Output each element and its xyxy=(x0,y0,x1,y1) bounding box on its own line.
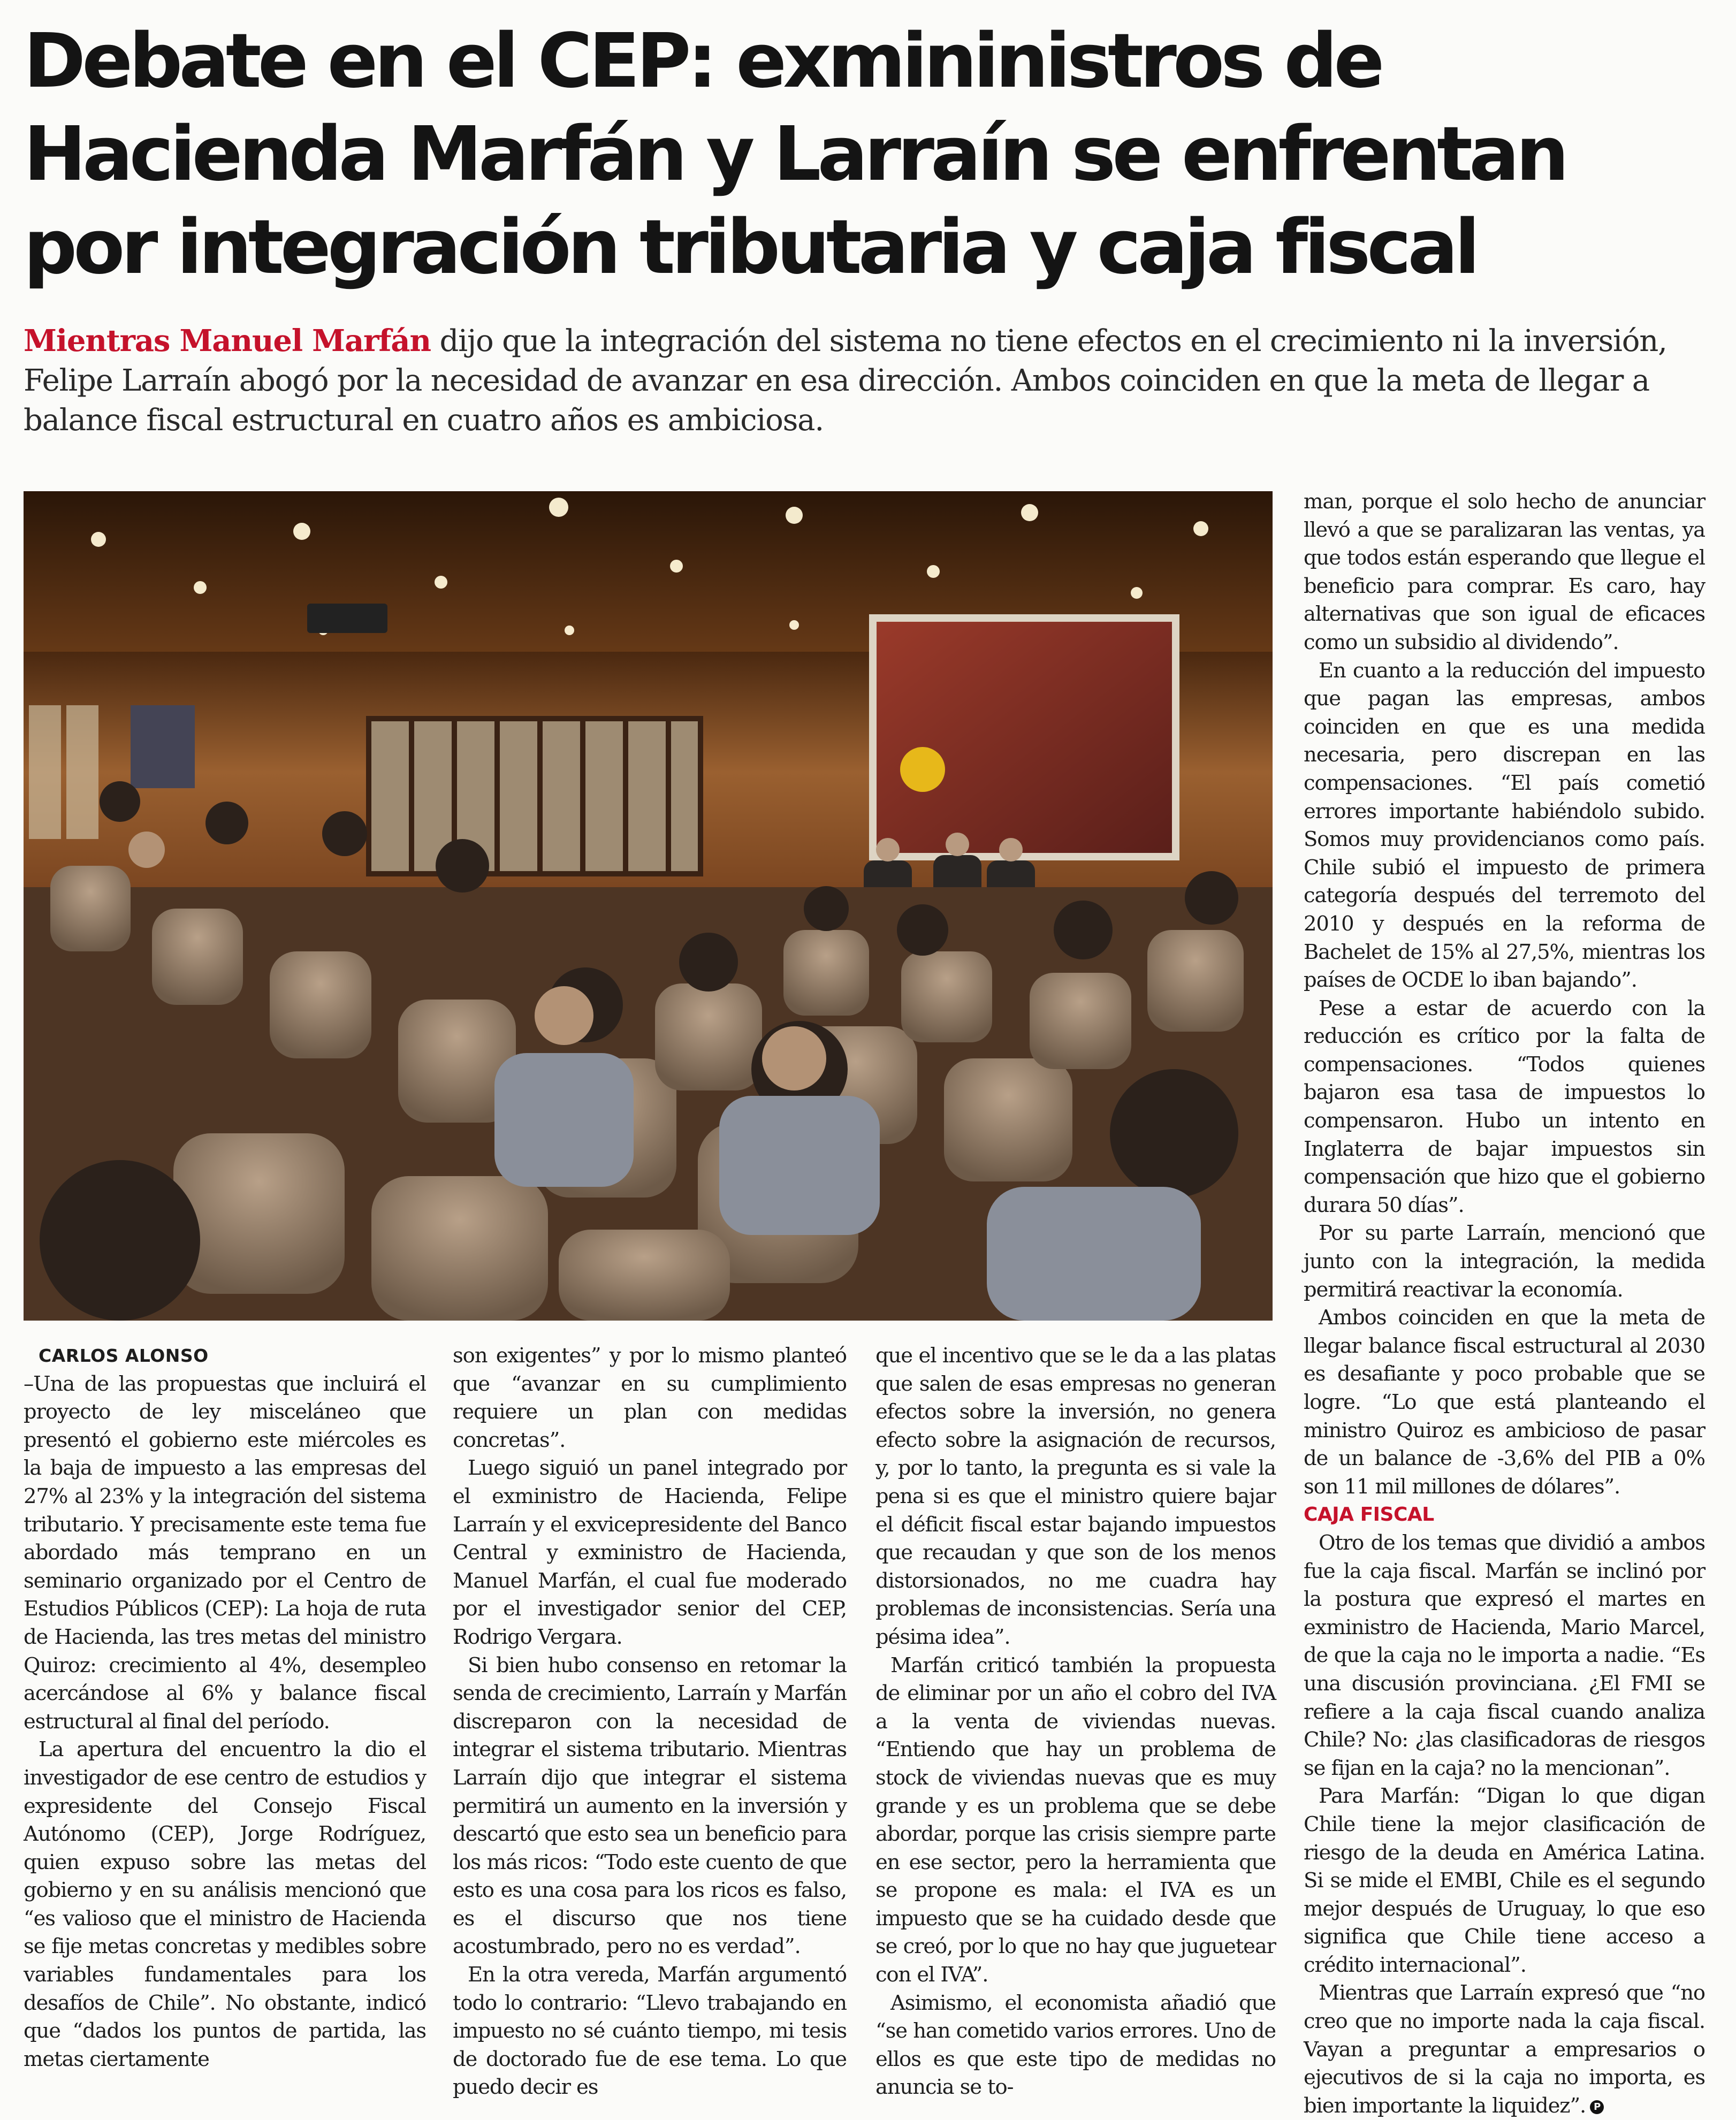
paragraph: Marfán criticó también la propuesta de eliminar por un año el cobro del IVA a la venta de viviendas nuevas. “Entiendo que hay un problema de stock de viviendas nuevas que es muy grande y es un problema que se debe abordar, porque las crisis siempre parte en ese sector, pero la herramienta que se propone es mala: el IVA es un impuesto que se ha cuidado desde que se creó, por lo que no hay que juguetear con el IVA”. xyxy=(875,1653,1276,1987)
paragraph: En cuanto a la reducción del impuesto que pagan las empresas, ambos coinciden en que es una medida necesaria, pero discrepan en las compensaciones. “El país cometió errores importante habiéndolo subido. Somos muy providencianos como país. Chile subió el impuesto de primera categoría después del terremoto del 2010 y después en la reforma de Bachelet de 15% al 27,5%, mientras los países de OCDE lo iban bajando”. xyxy=(1304,658,1705,993)
paragraph xyxy=(1304,1979,1705,2120)
paragraph: Si bien hubo consenso en retomar la senda de crecimiento, Larraín y Marfán discreparon con la necesidad de integrar el sistema tributario. Mientras Larraín dijo que integrar el sistema permitirá un aumento en la inversión y descartó que esto sea un beneficio para los más ricos: “Todo este cuento de que esto es una cosa para los ricos es falso, es el discurso que nos tiene acostumbrado, pero no es verdad”. xyxy=(453,1653,847,1959)
paragraph-text: Mientras que Larraín expresó que “no creo que no importe nada la caja fiscal. Vayan a preguntar a empresarios o ejecutivos de si la caja no importa, es bien importante la liquidez”. xyxy=(1304,1981,1705,2118)
column-4 xyxy=(1304,488,1705,2120)
end-mark-icon: P xyxy=(1590,2100,1604,2114)
paragraph: que el incentivo que se le da a las platas que salen de esas empresas no generan efectos sobre la inversión, no genera efecto sobre la asignación de recursos, y, por lo tanto, la pregunta es si vale la pena si es que el ministro quiere bajar el déficit fiscal estar bajando impuestos que recaudan y que son de los menos distorsionados, no me cuadra hay problemas de inconsistencias. Sería una pésima idea”. xyxy=(875,1344,1276,1649)
paragraph: Para Marfán: “Digan lo que digan Chile tiene la mejor clasificación de riesgo de la deuda en América Latina. Si se mide el EMBI, Chile es el segundo mejor después de Uruguay, lo que eso significa que Chile tiene acceso a crédito internacional”. xyxy=(1304,1784,1705,1977)
paragraph: son exigentes” y por lo mismo planteó que “avanzar en su cumplimiento requiere un plan con medidas concretas”. xyxy=(453,1344,847,1452)
event-photo xyxy=(24,491,1273,1321)
paragraph: Asimismo, el economista añadió que “se han cometido varios errores. Uno de ellos es que este tipo de medidas no anuncia se to- xyxy=(875,1991,1276,2100)
paragraph: La apertura del encuentro la dio el investigador de ese centro de estudios y expresidente del Consejo Fiscal Autónomo (CEP), Jorge Rodríguez, quien expuso sobre las metas del gobierno y en su análisis mencionó que “es valioso que el ministro de Hacienda se fije metas concretas y medibles sobre variables fundamentales para los desafíos de Chile”. No obstante, indicó que “dados los puntos de partida, las metas ciertamente xyxy=(24,1737,426,2071)
column-1 xyxy=(24,1342,426,2073)
paragraph: Pese a estar de acuerdo con la reducción es crítico por la falta de compensaciones. “Todos quienes bajaron esa tasa de impuestos lo compensaron. Hubo un intento en Inglaterra de bajar impuestos sin compensación que hizo que el gobierno durara 50 días”. xyxy=(1304,996,1705,1217)
paragraph: Otro de los temas que dividió a ambos fue la caja fiscal. Marfán se inclinó por la postura que expresó el martes en exministro de Hacienda, Mario Marcel, de que la caja no le importa a nadie. “Es una discusión provinciana. ¿El FMI se refiere a la caja fiscal cuando analiza Chile? No: ¿las clasificadoras de riesgos se fijan en la caja? no la mencionan”. xyxy=(1304,1530,1705,1780)
paragraph: –Una de las propuestas que incluirá el proyecto de ley misceláneo que presentó el gobierno este miércoles es la baja de impuesto a las empresas del 27% al 23% y la integración del sistema tributario. Y precisamente este tema fue abordado más temprano en un seminario organizado por el Centro de Estudios Públicos (CEP): La hoja de ruta de Hacienda, las tres metas del ministro Quiroz: crecimiento al 4%, desempleo acercándose al 6% y balance fiscal estructural al final del período. xyxy=(24,1371,426,1734)
paragraph: Ambos coinciden en que la meta de llegar balance fiscal estructural al 2030 es desafiante y poco probable que se logre. “Lo que está planteando el ministro Quiroz es ambicioso de pasar de un balance de -3,6% del PIB a 0% son 11 mil millones de dólares”. xyxy=(1304,1306,1705,1499)
byline: CARLOS ALONSO xyxy=(39,1345,209,1366)
deck xyxy=(24,321,1715,440)
paragraph: man, porque el solo hecho de anunciar llevó a que se paralizaran las ventas, ya que todos están esperando que llegue el beneficio para comprar. Es caro, hay alternativas que son igual de eficaces como un subsidio al dividendo”. xyxy=(1304,490,1705,654)
paragraph: Por su parte Larraín, mencionó que junto con la integración, la medida permitirá reactivar la economía. xyxy=(1304,1221,1705,1302)
column-3 xyxy=(875,1342,1276,2102)
deck-lead: Mientras Manuel Marfán xyxy=(24,323,431,359)
deck-text: dijo que la integración del sistema no tiene efectos en el crecimiento ni la inversión, Felipe Larraín abogó por la necesidad de avanzar en esa dirección. Ambos coinciden en que la meta de llegar a balance fiscal estructural en cuatro años es ambiciosa. xyxy=(24,324,1667,438)
auditorium-illustration xyxy=(24,491,1273,1321)
paragraph: En la otra vereda, Marfán argumentó todo lo contrario: “Llevo trabajando en impuesto no sé cuánto tiempo, mi tesis de doctorado fue de ese tema. Lo que puedo decir es xyxy=(453,1963,847,2100)
column-2 xyxy=(453,1342,847,2102)
section-heading: CAJA FISCAL xyxy=(1304,1504,1434,1526)
paragraph: Luego siguió un panel integrado por el exministro de Hacienda, Felipe Larraín y el exvicepresidente del Banco Central y exministro de Hacienda, Manuel Marfán, el cual fue moderado por el investigador senior del CEP, Rodrigo Vergara. xyxy=(453,1456,847,1649)
headline: Debate en el CEP: exmininistros de Hacienda Marfán y Larraín se enfrentan por integración tributaria y caja fiscal xyxy=(24,18,1566,291)
